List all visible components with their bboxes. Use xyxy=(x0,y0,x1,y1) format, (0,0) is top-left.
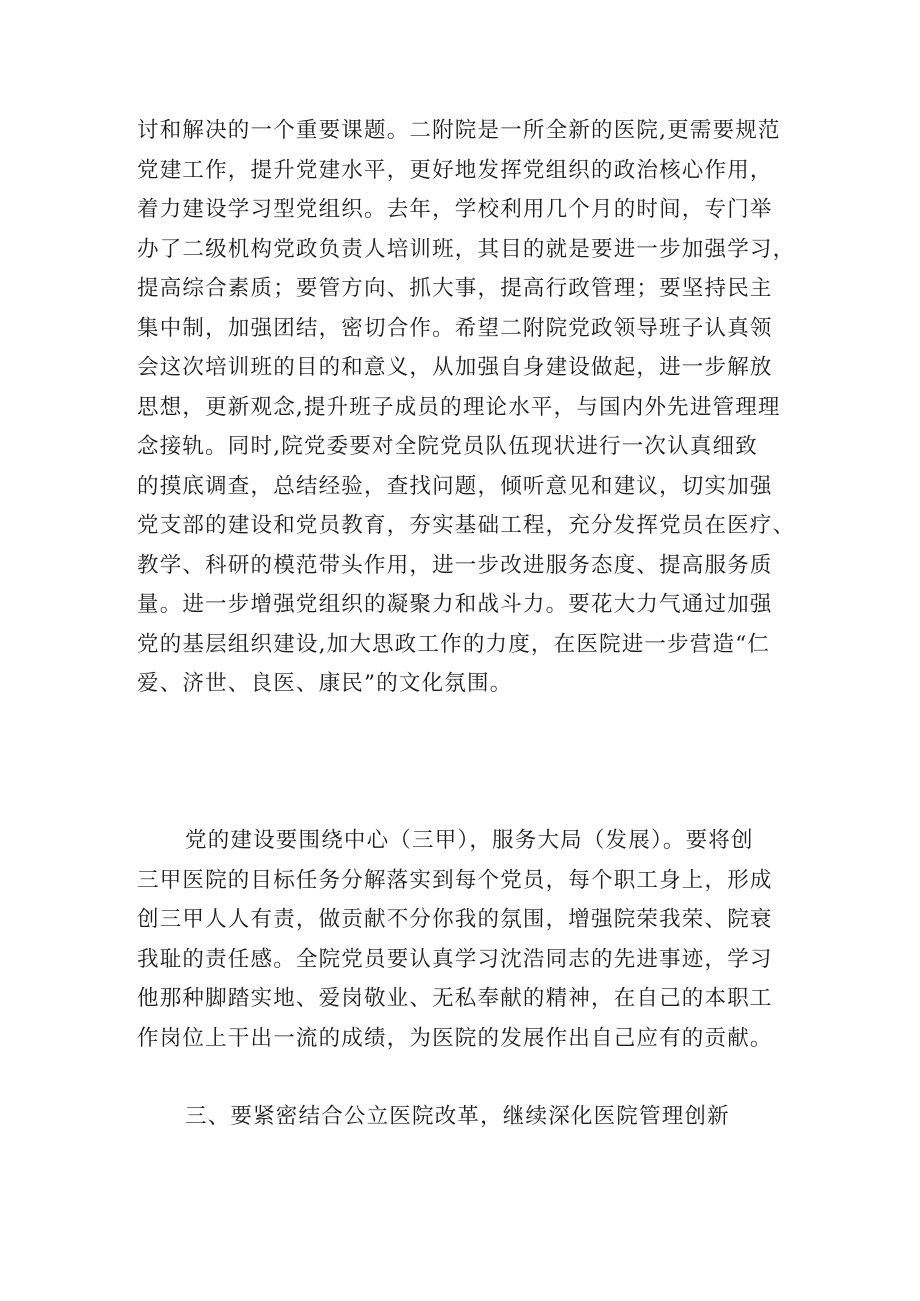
text-line: 集中制，加强团结，密切合作。希望二附院党政领导班子认真领 xyxy=(137,315,773,341)
text-line: 三甲医院的目标任务分解落实到每个党员，每个职工身上，形成 xyxy=(137,867,773,893)
paragraph-party-building xyxy=(137,111,797,704)
text-line: 提高综合素质；要管方向、抓大事，提高行政管理；要坚持民主 xyxy=(137,276,773,301)
text-line: 党建工作，提升党建水平，更好地发挥党组织的政治核心作用， xyxy=(137,157,773,183)
section-heading: 三、要紧密结合公立医院改革，继续深化医院管理创新 xyxy=(185,1104,730,1129)
text-line: 党的基层组织建设,加大思政工作的力度，在医院进一步营造“仁 xyxy=(137,631,771,657)
text-line: 量。进一步增强党组织的凝聚力和战斗力。要花大力气通过加强 xyxy=(137,592,773,617)
section-heading-three xyxy=(137,1097,797,1137)
paragraph-center-service xyxy=(137,821,797,1058)
text-line: 党的建设要围绕中心（三甲），服务大局（发展）。要将创 xyxy=(185,828,754,853)
text-line: 会这次培训班的目的和意义，从加强自身建设做起，进一步解放 xyxy=(137,355,773,380)
text-line: 教学、科研的模范带头作用，进一步改进服务态度、提高服务质 xyxy=(137,552,773,578)
text-line: 党支部的建设和党员教育，夯实基础工程，充分发挥党员在医疗、 xyxy=(137,513,796,538)
text-line: 爱、济世、良医、康民”的文化氛围。 xyxy=(137,671,513,696)
text-line: 思想，更新观念,提升班子成员的理论水平，与国内外先进管理理 xyxy=(137,394,781,420)
text-line: 着力建设学习型党组织。去年，学校利用几个月的时间，专门举 xyxy=(137,197,773,222)
text-line: 办了二级机构党政负责人培训班，其目的就是要进一步加强学习， xyxy=(137,236,796,262)
text-line: 创三甲人人有责，做贡献不分你我的氛围，增强院荣我荣、院衰 xyxy=(137,907,773,932)
text-line: 他那种脚踏实地、爱岗敬业、无私奉献的精神，在自己的本职工 xyxy=(137,986,773,1011)
text-line: 念接轨。同时,院党委要对全院党员队伍现状进行一次认真细致 xyxy=(137,434,758,459)
text-line: 我耻的责任感。全院党员要认真学习沈浩同志的先进事迹，学习 xyxy=(137,946,773,972)
text-line: 讨和解决的一个重要课题。二附院是一所全新的医院,更需要规范 xyxy=(137,118,781,143)
text-line: 作岗位上干出一流的成绩，为医院的发展作出自己应有的贡献。 xyxy=(137,1025,773,1051)
text-line: 的摸底调查，总结经验，查找问题，倾听意见和建议，切实加强 xyxy=(137,473,773,499)
